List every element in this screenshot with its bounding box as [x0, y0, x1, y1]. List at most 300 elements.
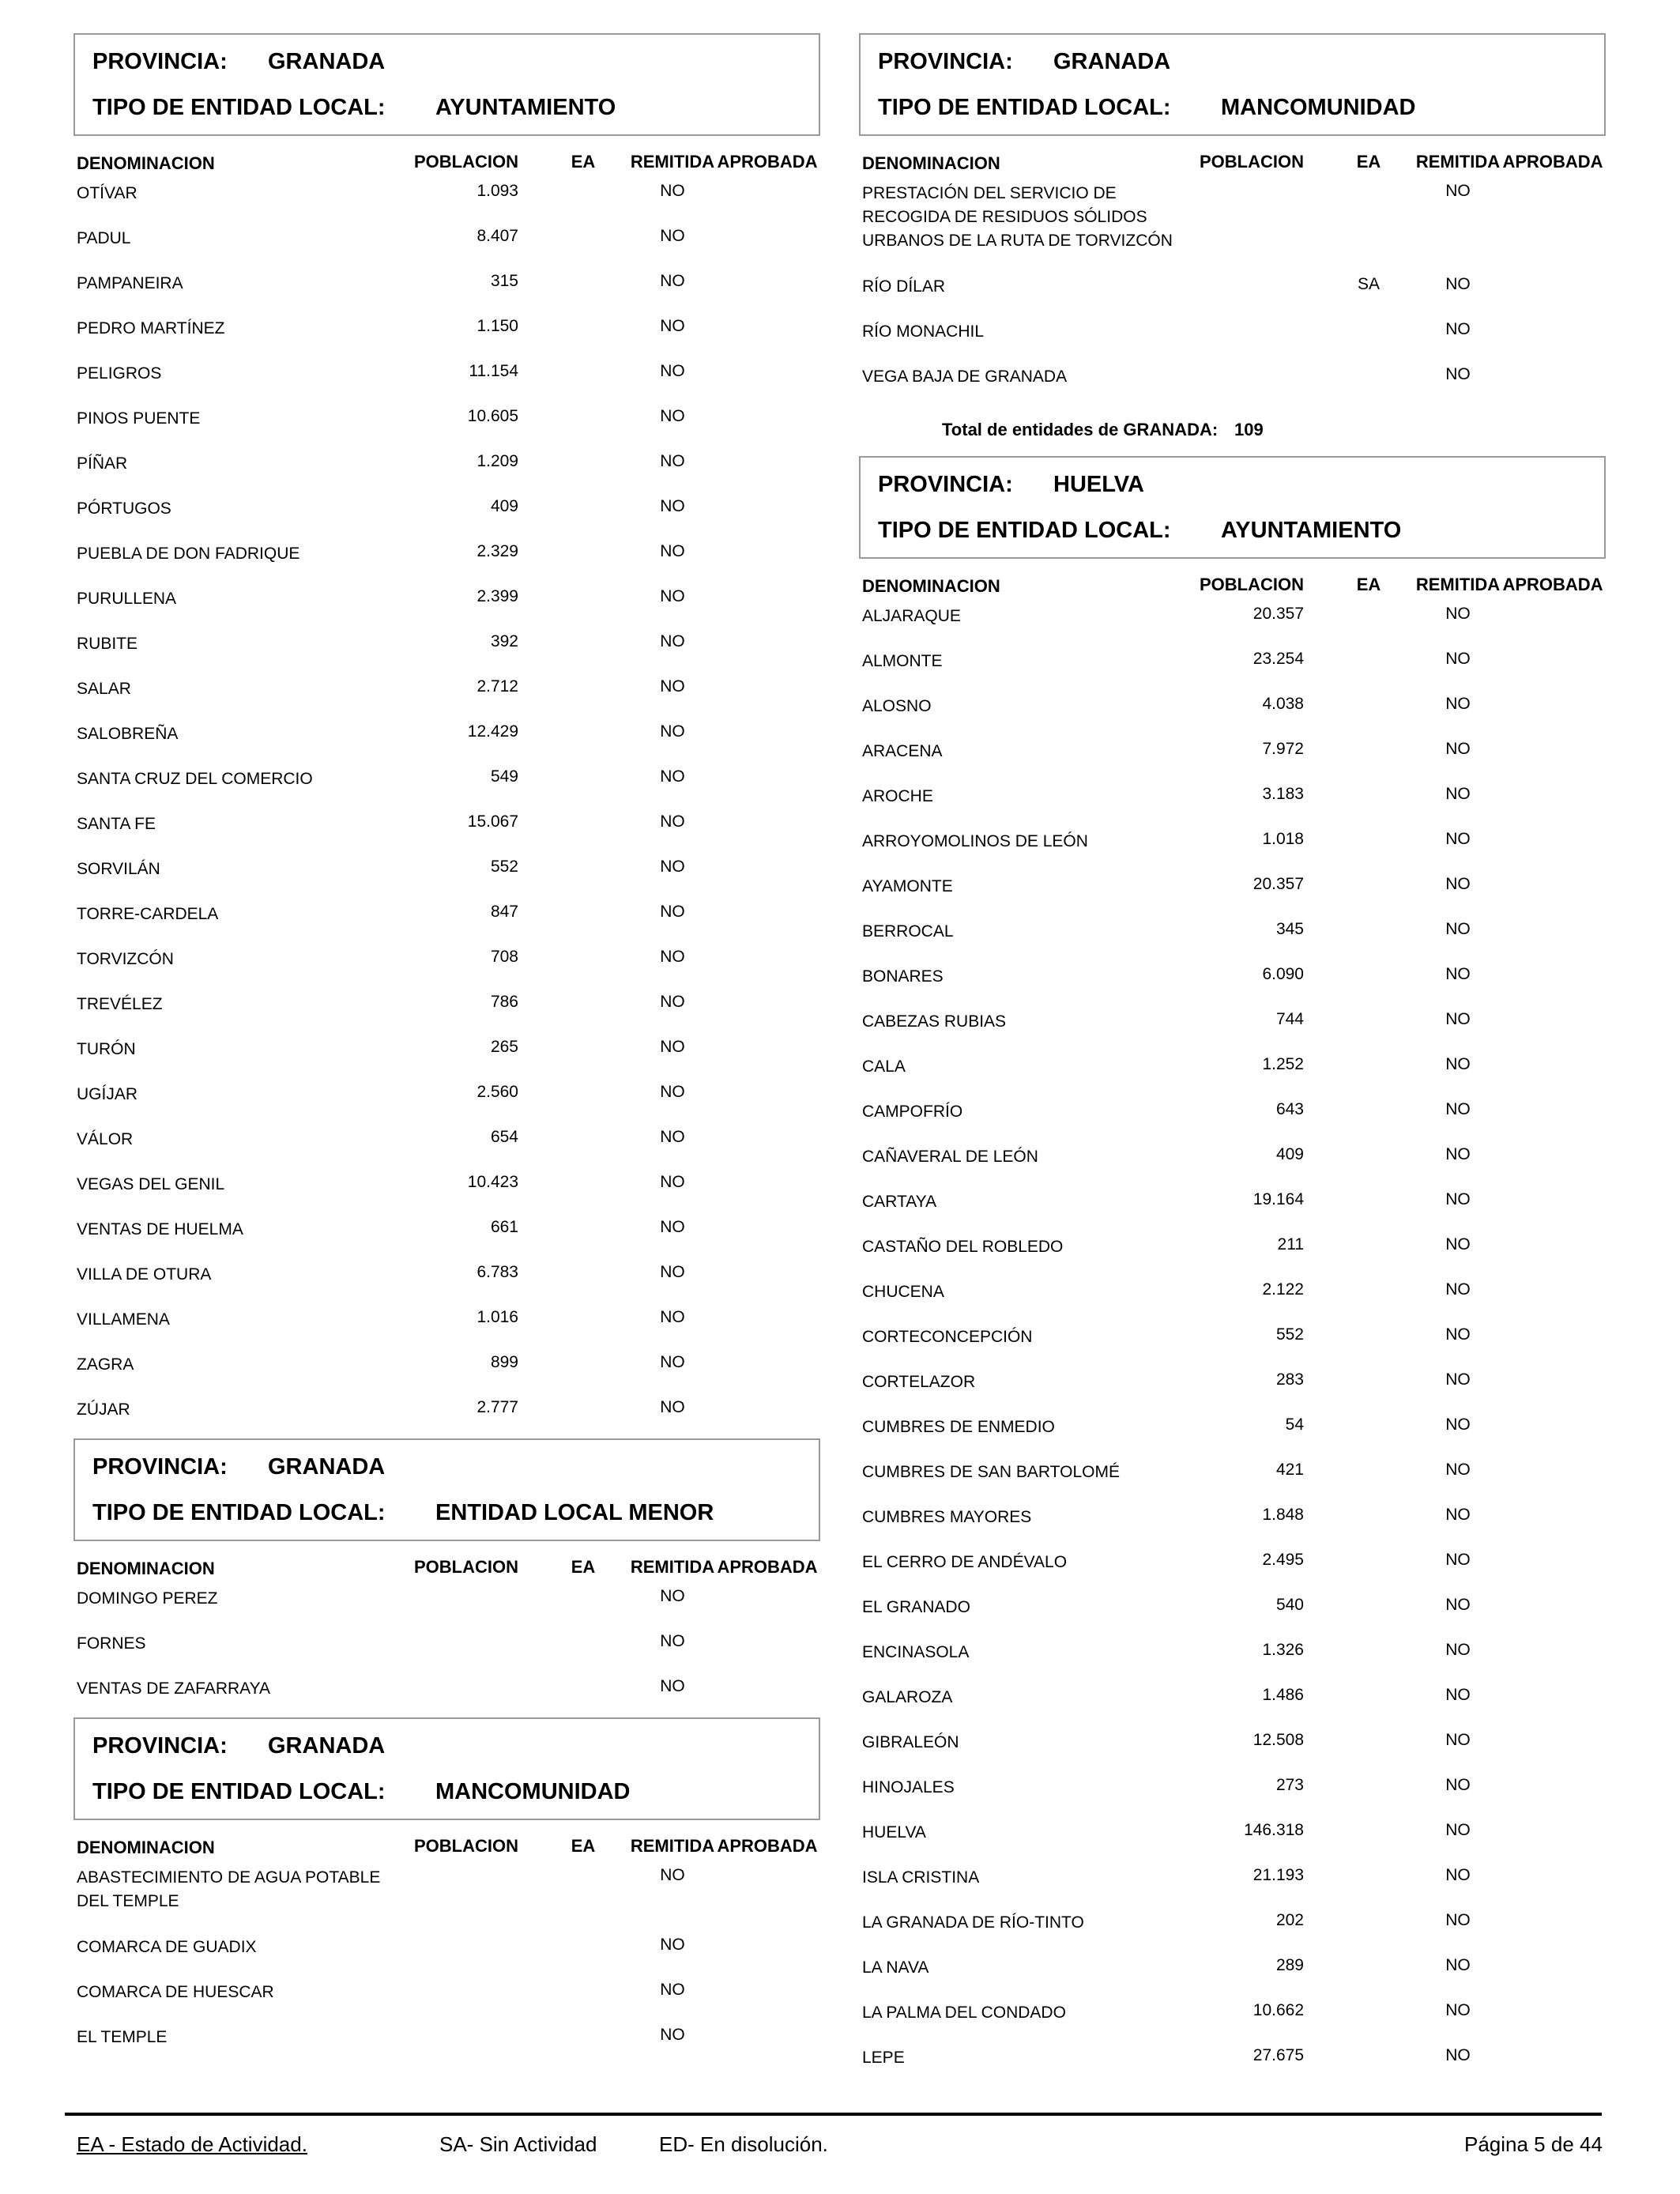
cell-denominacion: PAMPANEIRA — [77, 274, 183, 292]
cell-poblacion: 1.326 — [1262, 1641, 1304, 1659]
cell-poblacion: 421 — [1275, 1461, 1304, 1479]
cell-poblacion: 146.318 — [1244, 1821, 1304, 1839]
cell-denominacion: CUMBRES DE ENMEDIO — [862, 1418, 1055, 1436]
table-row — [859, 1951, 1606, 1996]
table-row — [73, 1258, 820, 1303]
cell-denominacion: CASTAÑO DEL ROBLEDO — [862, 1238, 1064, 1256]
table-row — [73, 1213, 820, 1258]
cell-denominacion: CAMPOFRÍO — [862, 1103, 963, 1121]
tipo-entidad-value: AYUNTAMIENTO — [435, 95, 616, 120]
cell-remitida: NO — [660, 1632, 685, 1650]
col-header-poblacion: POBLACION — [414, 152, 518, 172]
cell-remitida: NO — [1445, 830, 1471, 848]
cell-poblacion: 3.183 — [1262, 785, 1304, 803]
cell-remitida: NO — [1445, 1235, 1471, 1253]
table-row — [73, 808, 820, 853]
cell-poblacion: 1.848 — [1262, 1506, 1304, 1524]
col-header-poblacion: POBLACION — [1200, 152, 1304, 172]
table-row — [73, 988, 820, 1033]
cell-remitida: NO — [1445, 965, 1471, 983]
cell-remitida: NO — [660, 542, 685, 560]
table-header — [73, 1830, 820, 1861]
cell-denominacion: VÁLOR — [77, 1130, 134, 1148]
col-header-ea: EA — [571, 1557, 596, 1577]
cell-denominacion: TORRE-CARDELA — [77, 905, 219, 923]
cell-remitida: NO — [660, 812, 685, 831]
cell-denominacion: SALOBREÑA — [77, 725, 179, 743]
cell-remitida: NO — [660, 587, 685, 605]
tipo-entidad-value: MANCOMUNIDAD — [1221, 95, 1416, 120]
cell-remitida: NO — [1445, 182, 1471, 200]
cell-remitida: NO — [660, 632, 685, 650]
cell-remitida: NO — [1445, 1866, 1471, 1884]
cell-remitida: NO — [1445, 605, 1471, 623]
cell-remitida: NO — [1445, 1911, 1471, 1929]
cell-remitida: NO — [660, 182, 685, 200]
table-row — [73, 853, 820, 898]
table-row — [73, 763, 820, 808]
cell-poblacion: 552 — [1275, 1325, 1304, 1344]
table-row — [859, 1231, 1606, 1276]
table-row — [73, 718, 820, 763]
col-header-ea: EA — [571, 152, 596, 172]
cell-remitida: NO — [1445, 1551, 1471, 1569]
cell-remitida: NO — [1445, 1325, 1471, 1344]
cell-remitida: NO — [660, 1866, 685, 1884]
cell-poblacion: 7.972 — [1262, 740, 1304, 758]
cell-poblacion: 2.329 — [477, 542, 518, 560]
cell-remitida: NO — [1445, 1010, 1471, 1028]
cell-poblacion: 265 — [490, 1038, 518, 1056]
table-row — [73, 447, 820, 492]
cell-poblacion: 409 — [1275, 1145, 1304, 1163]
cell-denominacion: CARTAYA — [862, 1193, 937, 1211]
cell-denominacion: GIBRALEÓN — [862, 1733, 959, 1751]
table-row — [73, 222, 820, 267]
cell-remitida: NO — [1445, 1956, 1471, 1974]
table-row — [859, 1591, 1606, 1636]
cell-denominacion: RÍO DÍLAR — [862, 277, 946, 296]
cell-poblacion: 2.777 — [477, 1398, 518, 1416]
cell-poblacion: 1.150 — [477, 317, 518, 335]
table-row — [73, 628, 820, 673]
cell-poblacion: 2.399 — [477, 587, 518, 605]
table-row — [73, 1976, 820, 2021]
cell-denominacion: SANTA FE — [77, 815, 156, 833]
cell-denominacion: CALA — [862, 1057, 906, 1076]
cell-poblacion: 20.357 — [1252, 605, 1304, 623]
provincia-label: PROVINCIA: — [92, 1733, 228, 1759]
footer-sa-legend: SA- Sin Actividad — [439, 2132, 597, 2156]
table-header — [73, 1551, 820, 1582]
cell-denominacion: PRESTACIÓN DEL SERVICIO DE RECOGIDA DE RESIDUOS SÓLIDOS URBANOS DE LA RUTA DE TORVIZCÓN — [862, 184, 1173, 250]
col-header-aprobada: APROBADA — [717, 1836, 818, 1856]
table-row — [73, 357, 820, 402]
cell-denominacion: VILLAMENA — [77, 1310, 170, 1329]
table-row — [859, 825, 1606, 870]
cell-poblacion: 1.252 — [1262, 1055, 1304, 1073]
cell-poblacion: 708 — [490, 948, 518, 966]
cell-poblacion: 315 — [490, 272, 518, 290]
cell-poblacion: 847 — [490, 903, 518, 921]
cell-poblacion: 23.254 — [1252, 650, 1304, 668]
cell-remitida: NO — [1445, 1506, 1471, 1524]
cell-denominacion: PÓRTUGOS — [77, 499, 171, 518]
cell-denominacion: VILLA DE OTURA — [77, 1265, 212, 1284]
provincia-label: PROVINCIA: — [92, 1454, 228, 1480]
cell-remitida: NO — [660, 858, 685, 876]
tipo-entidad-label: TIPO DE ENTIDAD LOCAL: — [92, 1500, 386, 1525]
total-label: Total de entidades de GRANADA: — [942, 420, 1219, 439]
cell-poblacion: 54 — [1285, 1416, 1304, 1434]
cell-poblacion: 283 — [1275, 1370, 1304, 1389]
cell-remitida: NO — [660, 993, 685, 1011]
cell-denominacion: CUMBRES DE SAN BARTOLOMÉ — [862, 1463, 1120, 1481]
cell-poblacion: 10.423 — [467, 1173, 518, 1191]
table-row — [73, 1123, 820, 1168]
cell-poblacion: 211 — [1277, 1235, 1304, 1253]
table-row — [859, 645, 1606, 690]
cell-remitida: NO — [1445, 695, 1471, 713]
table-row — [73, 898, 820, 943]
table-row — [859, 690, 1606, 735]
table-row — [73, 1861, 820, 1931]
cell-denominacion: EL CERRO DE ANDÉVALO — [862, 1553, 1068, 1571]
cell-poblacion: 289 — [1275, 1956, 1304, 1974]
provincia-label: PROVINCIA: — [878, 472, 1013, 497]
cell-denominacion: ISLA CRISTINA — [862, 1868, 980, 1887]
table-row — [859, 1456, 1606, 1501]
table-row — [859, 960, 1606, 1005]
table-row — [859, 1726, 1606, 1771]
cell-denominacion: VEGAS DEL GENIL — [77, 1175, 225, 1193]
col-header-denominacion: DENOMINACION — [77, 153, 215, 173]
cell-poblacion: 2.712 — [477, 677, 518, 696]
cell-denominacion: PEDRO MARTÍNEZ — [77, 319, 225, 337]
cell-denominacion: VENTAS DE HUELMA — [77, 1220, 243, 1238]
table-header — [859, 568, 1606, 600]
cell-remitida: NO — [660, 948, 685, 966]
cell-denominacion: ALJARAQUE — [862, 607, 961, 625]
cell-remitida: NO — [1445, 1100, 1471, 1118]
cell-denominacion: LA NAVA — [862, 1958, 929, 1977]
table-row — [73, 402, 820, 447]
cell-remitida: NO — [1445, 320, 1471, 338]
table-row — [859, 915, 1606, 960]
cell-remitida: NO — [660, 1677, 685, 1695]
col-header-remitida: REMITIDA — [630, 152, 715, 172]
cell-denominacion: LA GRANADA DE RÍO-TINTO — [862, 1913, 1084, 1932]
col-header-aprobada: APROBADA — [1502, 152, 1603, 172]
table-row — [73, 1303, 820, 1348]
col-header-ea: EA — [571, 1836, 596, 1856]
cell-remitida: NO — [1445, 1641, 1471, 1659]
cell-poblacion: 1.018 — [1262, 830, 1304, 848]
cell-denominacion: SORVILÁN — [77, 860, 160, 878]
cell-remitida: NO — [660, 1981, 685, 1999]
tipo-entidad-label: TIPO DE ENTIDAD LOCAL: — [878, 518, 1171, 543]
cell-remitida: NO — [660, 2026, 685, 2044]
cell-remitida: NO — [660, 1398, 685, 1416]
cell-poblacion: 1.486 — [1262, 1686, 1304, 1704]
provincia-label: PROVINCIA: — [92, 49, 228, 74]
provincia-label: PROVINCIA: — [878, 49, 1013, 74]
cell-denominacion: SANTA CRUZ DEL COMERCIO — [77, 770, 313, 788]
cell-denominacion: CABEZAS RUBIAS — [862, 1012, 1007, 1031]
cell-poblacion: 1.209 — [477, 452, 518, 470]
table-row — [73, 1672, 820, 1717]
provincia-value: GRANADA — [268, 1733, 386, 1759]
cell-remitida: NO — [660, 767, 685, 786]
cell-remitida: NO — [1445, 2001, 1471, 2019]
cell-denominacion: ARACENA — [862, 742, 943, 760]
cell-denominacion: VENTAS DE ZAFARRAYA — [77, 1679, 271, 1698]
table-row — [859, 1636, 1606, 1681]
cell-remitida: NO — [1445, 650, 1471, 668]
provincia-value: GRANADA — [268, 1454, 386, 1480]
table-row — [859, 315, 1606, 360]
cell-remitida: NO — [660, 1038, 685, 1056]
cell-denominacion: VEGA BAJA DE GRANADA — [862, 368, 1068, 386]
col-header-denominacion: DENOMINACION — [862, 576, 1000, 596]
cell-denominacion: SALAR — [77, 680, 131, 698]
cell-remitida: NO — [1445, 1280, 1471, 1299]
cell-poblacion: 20.357 — [1252, 875, 1304, 893]
cell-poblacion: 2.560 — [477, 1083, 518, 1101]
cell-poblacion: 549 — [490, 767, 518, 786]
cell-poblacion: 654 — [490, 1128, 518, 1146]
table-row — [859, 600, 1606, 645]
tipo-entidad-label: TIPO DE ENTIDAD LOCAL: — [92, 1779, 386, 1804]
cell-remitida: NO — [1445, 2046, 1471, 2064]
cell-denominacion: PINOS PUENTE — [77, 409, 201, 428]
cell-remitida: NO — [1445, 1055, 1471, 1073]
cell-remitida: NO — [660, 1353, 685, 1371]
cell-remitida: NO — [660, 497, 685, 515]
table-row — [859, 780, 1606, 825]
cell-poblacion: 661 — [490, 1218, 518, 1236]
cell-poblacion: 643 — [1275, 1100, 1304, 1118]
cell-remitida: NO — [1445, 1190, 1471, 1208]
cell-poblacion: 273 — [1275, 1776, 1304, 1794]
table-row — [859, 270, 1606, 315]
cell-poblacion: 10.605 — [467, 407, 518, 425]
cell-poblacion: 27.675 — [1252, 2046, 1304, 2064]
cell-denominacion: UGÍJAR — [77, 1085, 138, 1103]
cell-poblacion: 2.495 — [1262, 1551, 1304, 1569]
cell-denominacion: BONARES — [862, 967, 944, 986]
cell-remitida: NO — [1445, 920, 1471, 938]
cell-remitida: NO — [660, 407, 685, 425]
provincia-value: GRANADA — [268, 49, 386, 74]
col-header-remitida: REMITIDA — [630, 1836, 715, 1856]
cell-denominacion: COMARCA DE HUESCAR — [77, 1983, 274, 2001]
cell-poblacion: 21.193 — [1252, 1866, 1304, 1884]
cell-denominacion: HUELVA — [862, 1823, 926, 1842]
cell-poblacion: 6.783 — [477, 1263, 518, 1281]
cell-poblacion: 202 — [1275, 1911, 1304, 1929]
section-header — [859, 456, 1606, 559]
cell-denominacion: PURULLENA — [77, 590, 177, 608]
cell-poblacion: 6.090 — [1262, 965, 1304, 983]
cell-remitida: NO — [660, 1263, 685, 1281]
col-header-aprobada: APROBADA — [1502, 575, 1603, 594]
cell-remitida: NO — [1445, 785, 1471, 803]
col-header-remitida: REMITIDA — [1415, 575, 1501, 594]
cell-denominacion: RUBITE — [77, 635, 138, 653]
cell-denominacion: ALOSNO — [862, 697, 932, 715]
table-row — [859, 177, 1606, 270]
table-row — [859, 1411, 1606, 1456]
cell-remitida: NO — [1445, 1821, 1471, 1839]
cell-denominacion: PADUL — [77, 229, 131, 247]
cell-poblacion: 345 — [1275, 920, 1304, 938]
cell-poblacion: 12.429 — [467, 722, 518, 741]
cell-remitida: NO — [660, 272, 685, 290]
cell-denominacion: EL TEMPLE — [77, 2028, 168, 2046]
cell-remitida: NO — [1445, 1686, 1471, 1704]
cell-remitida: NO — [1445, 1416, 1471, 1434]
cell-denominacion: RÍO MONACHIL — [862, 322, 985, 341]
col-header-denominacion: DENOMINACION — [77, 1559, 215, 1578]
section-header — [859, 33, 1606, 136]
section-header — [73, 1438, 820, 1541]
cell-remitida: NO — [660, 1128, 685, 1146]
cell-denominacion: CHUCENA — [862, 1283, 944, 1301]
cell-remitida: NO — [1445, 365, 1471, 383]
right-column — [859, 33, 1606, 2087]
cell-remitida: NO — [1445, 275, 1471, 293]
col-header-denominacion: DENOMINACION — [77, 1838, 215, 1857]
cell-remitida: NO — [1445, 740, 1471, 758]
cell-denominacion: TORVIZCÓN — [77, 950, 174, 968]
table-header — [859, 145, 1606, 177]
table-row — [73, 267, 820, 312]
col-header-poblacion: POBLACION — [1200, 575, 1304, 594]
cell-remitida: NO — [660, 677, 685, 696]
cell-remitida: NO — [1445, 1370, 1471, 1389]
col-header-remitida: REMITIDA — [1415, 152, 1501, 172]
table-header — [73, 145, 820, 177]
cell-remitida: NO — [660, 227, 685, 245]
table-row — [859, 1321, 1606, 1366]
cell-poblacion: 12.508 — [1252, 1731, 1304, 1749]
table-row — [73, 673, 820, 718]
footer-ea-legend: EA - Estado de Actividad. — [77, 2132, 307, 2156]
table-row — [859, 1005, 1606, 1050]
table-row — [859, 1095, 1606, 1140]
table-row — [73, 537, 820, 582]
cell-poblacion: 540 — [1275, 1596, 1304, 1614]
table-row — [73, 1582, 820, 1627]
table-row — [859, 1861, 1606, 1906]
col-header-poblacion: POBLACION — [414, 1836, 518, 1856]
table-row — [859, 1681, 1606, 1726]
cell-poblacion: 392 — [490, 632, 518, 650]
table-row — [73, 312, 820, 357]
cell-poblacion: 744 — [1275, 1010, 1304, 1028]
tipo-entidad-value: MANCOMUNIDAD — [435, 1779, 631, 1804]
total-value: 109 — [1234, 420, 1264, 439]
cell-denominacion: FORNES — [77, 1634, 146, 1653]
table-row — [73, 1931, 820, 1976]
cell-poblacion: 4.038 — [1262, 695, 1304, 713]
cell-remitida: NO — [660, 1587, 685, 1605]
tipo-entidad-label: TIPO DE ENTIDAD LOCAL: — [878, 95, 1171, 120]
cell-poblacion: 19.164 — [1252, 1190, 1304, 1208]
cell-remitida: NO — [660, 1218, 685, 1236]
table-row — [859, 1546, 1606, 1591]
cell-poblacion: 15.067 — [467, 812, 518, 831]
cell-denominacion: PELIGROS — [77, 364, 162, 383]
cell-remitida: NO — [1445, 1776, 1471, 1794]
table-row — [73, 177, 820, 222]
section-header — [73, 33, 820, 136]
cell-denominacion: COMARCA DE GUADIX — [77, 1938, 257, 1956]
cell-remitida: NO — [660, 1083, 685, 1101]
table-row — [73, 1168, 820, 1213]
table-row — [859, 1906, 1606, 1951]
table-row — [73, 492, 820, 537]
table-row — [859, 1816, 1606, 1861]
cell-remitida: NO — [660, 1308, 685, 1326]
table-row — [859, 1366, 1606, 1411]
table-row — [859, 360, 1606, 405]
table-row — [859, 1186, 1606, 1231]
table-row — [859, 735, 1606, 780]
cell-denominacion: AYAMONTE — [862, 877, 953, 895]
section-header — [73, 1717, 820, 1820]
cell-remitida: NO — [660, 1173, 685, 1191]
cell-remitida: NO — [1445, 875, 1471, 893]
province-total — [859, 405, 1606, 456]
cell-denominacion: OTÍVAR — [77, 184, 137, 202]
cell-denominacion: PÍÑAR — [77, 454, 128, 473]
cell-denominacion: TURÓN — [77, 1040, 136, 1058]
cell-denominacion: LA PALMA DEL CONDADO — [862, 2004, 1066, 2022]
tipo-entidad-value: AYUNTAMIENTO — [1221, 518, 1402, 543]
cell-denominacion: CORTELAZOR — [862, 1373, 976, 1391]
col-header-poblacion: POBLACION — [414, 1557, 518, 1577]
cell-denominacion: EL GRANADO — [862, 1598, 970, 1616]
col-header-denominacion: DENOMINACION — [862, 153, 1000, 173]
cell-denominacion: DOMINGO PEREZ — [77, 1589, 218, 1608]
table-row — [73, 943, 820, 988]
cell-denominacion: CUMBRES MAYORES — [862, 1508, 1032, 1526]
cell-remitida: NO — [1445, 1145, 1471, 1163]
table-row — [73, 1078, 820, 1123]
cell-poblacion: 899 — [490, 1353, 518, 1371]
cell-poblacion: 8.407 — [477, 227, 518, 245]
cell-remitida: NO — [1445, 1461, 1471, 1479]
cell-poblacion: 11.154 — [469, 362, 518, 380]
cell-poblacion: 409 — [490, 497, 518, 515]
cell-denominacion: ALMONTE — [862, 652, 943, 670]
table-row — [859, 1771, 1606, 1816]
col-header-ea: EA — [1356, 575, 1381, 594]
cell-remitida: NO — [660, 903, 685, 921]
tipo-entidad-label: TIPO DE ENTIDAD LOCAL: — [92, 95, 386, 120]
cell-poblacion: 786 — [490, 993, 518, 1011]
cell-denominacion: HINOJALES — [862, 1778, 955, 1796]
cell-denominacion: GALAROZA — [862, 1688, 953, 1706]
table-row — [859, 1050, 1606, 1095]
cell-denominacion: ENCINASOLA — [862, 1643, 970, 1661]
table-row — [859, 1501, 1606, 1546]
cell-ea: SA — [1357, 275, 1380, 293]
cell-denominacion: LEPE — [862, 2049, 905, 2067]
table-row — [859, 1276, 1606, 1321]
